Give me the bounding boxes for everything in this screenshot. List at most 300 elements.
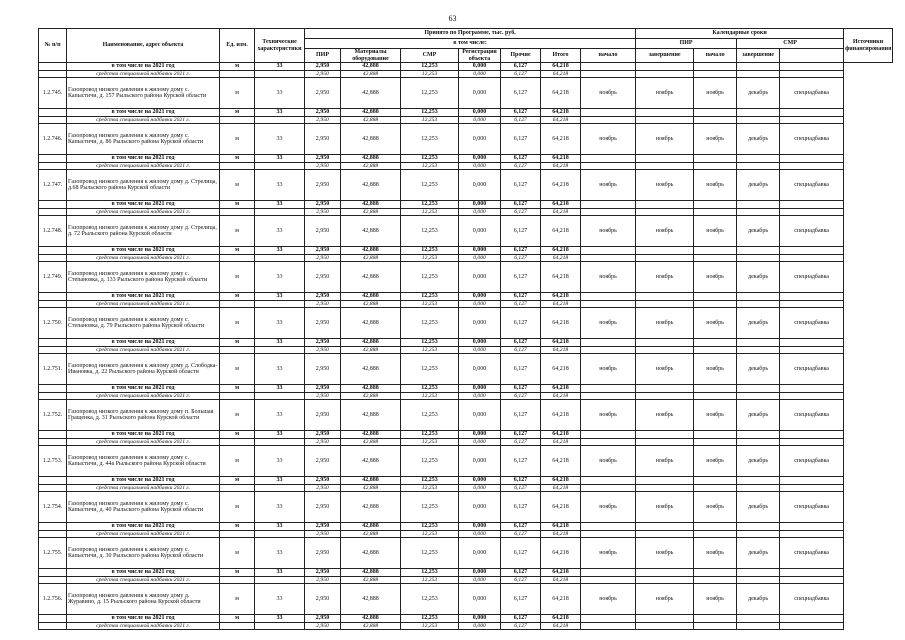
cell-empty [636,523,694,531]
cell-registration: 0,000 [459,109,501,117]
cell-year-label: в том числе на 2021 год [67,109,220,117]
table-row-reserve [39,393,893,400]
cell-num: 1.2.756. [39,584,67,615]
cell-empty [737,623,780,630]
cell-empty [780,117,844,124]
cell-empty [581,523,636,531]
cell-empty [255,209,305,216]
table-row [39,492,893,523]
cell-empty [737,385,780,393]
cell-empty [39,293,67,301]
cell-reserve-label: средства специальной надбавки 2021 г. [67,347,220,354]
cell-empty [780,615,844,623]
cell-other: 6,127 [501,492,541,523]
table-row-reserve [39,255,893,262]
cell-registration: 0,000 [459,523,501,531]
cell-empty [39,523,67,531]
cell-source: спецнадбавка [780,308,844,339]
cell-empty [780,393,844,400]
cell-pir: 2,950 [305,347,341,354]
cell-empty [694,531,737,538]
table-row-reserve [39,209,893,216]
cell-pir: 2,950 [305,354,341,385]
cell-other: 6,127 [501,262,541,293]
cell-empty [737,117,780,124]
cell-total: 64,218 [541,216,581,247]
cell-pir-end: ноябрь [636,216,694,247]
cell-empty [255,439,305,446]
cell-other: 6,127 [501,170,541,201]
cell-source: спецнадбавка [780,262,844,293]
cell-total: 64,218 [541,492,581,523]
cell-empty [636,615,694,623]
cell-empty [694,393,737,400]
cell-empty [581,301,636,308]
cell-tech: 33 [255,293,305,301]
cell-materials: 42,888 [341,117,401,124]
cell-empty [780,523,844,531]
cell-empty [39,339,67,347]
cell-unit: м [220,569,255,577]
cell-empty [737,109,780,117]
cell-empty [694,255,737,262]
cell-pir: 2,950 [305,209,341,216]
cell-empty [636,255,694,262]
cell-empty [39,109,67,117]
cell-pir-end: ноябрь [636,446,694,477]
cell-pir: 2,950 [305,439,341,446]
cell-tech: 33 [255,615,305,623]
cell-other: 6,127 [501,569,541,577]
cell-pir: 2,950 [305,538,341,569]
header-pir-start: начало [581,49,636,63]
cell-registration: 0,000 [459,209,501,216]
cell-empty [737,485,780,492]
cell-smr-end: декабрь [737,262,780,293]
cell-total: 64,218 [541,477,581,485]
cell-empty [780,209,844,216]
cell-empty [220,255,255,262]
cell-registration: 0,000 [459,124,501,155]
cell-smr: 12,253 [401,339,459,347]
cell-empty [220,163,255,170]
cell-empty [39,439,67,446]
cell-other: 6,127 [501,400,541,431]
cell-pir: 2,950 [305,247,341,255]
header-name: Наименование, адрес объекта [67,29,220,63]
table-body [39,63,893,630]
cell-smr: 12,253 [401,400,459,431]
cell-num: 1.2.755. [39,538,67,569]
cell-empty [220,117,255,124]
table-row-year-2021 [39,523,893,531]
cell-total: 64,218 [541,201,581,209]
cell-total: 64,218 [541,538,581,569]
cell-smr: 12,253 [401,308,459,339]
cell-smr: 12,253 [401,170,459,201]
cell-empty [694,163,737,170]
cell-empty [694,485,737,492]
cell-other: 6,127 [501,477,541,485]
cell-empty [636,63,694,71]
cell-empty [737,393,780,400]
cell-empty [694,117,737,124]
cell-empty [694,293,737,301]
cell-empty [737,523,780,531]
cell-unit: м [220,523,255,531]
cell-year-label: в том числе на 2021 год [67,339,220,347]
cell-tech: 33 [255,538,305,569]
cell-empty [581,569,636,577]
cell-pir: 2,950 [305,485,341,492]
cell-empty [255,531,305,538]
cell-registration: 0,000 [459,485,501,492]
cell-empty [255,393,305,400]
cell-other: 6,127 [501,623,541,630]
cell-registration: 0,000 [459,293,501,301]
cell-empty [636,301,694,308]
cell-total: 64,218 [541,400,581,431]
cell-empty [694,577,737,584]
header-calendar: Календарные сроки [636,29,844,39]
cell-materials: 42,888 [341,446,401,477]
cell-source: спецнадбавка [780,354,844,385]
cell-other: 6,127 [501,615,541,623]
cell-reserve-label: средства специальной надбавки 2021 г. [67,531,220,538]
cell-total: 64,218 [541,584,581,615]
cell-unit: м [220,538,255,569]
cell-num: 1.2.746. [39,124,67,155]
cell-total: 64,218 [541,354,581,385]
cell-other: 6,127 [501,117,541,124]
cell-pir: 2,950 [305,109,341,117]
cell-empty [737,431,780,439]
cell-empty [581,339,636,347]
cell-smr-end: декабрь [737,170,780,201]
cell-pir-end: ноябрь [636,538,694,569]
cell-total: 64,218 [541,247,581,255]
cell-empty [255,301,305,308]
cell-total: 64,218 [541,523,581,531]
cell-total: 64,218 [541,155,581,163]
cell-smr-end: декабрь [737,400,780,431]
cell-year-label: в том числе на 2021 год [67,293,220,301]
cell-registration: 0,000 [459,163,501,170]
cell-year-label: в том числе на 2021 год [67,247,220,255]
cell-empty [780,163,844,170]
cell-materials: 42,888 [341,201,401,209]
cell-unit: м [220,109,255,117]
cell-empty [694,63,737,71]
cell-other: 6,127 [501,63,541,71]
cell-empty [39,155,67,163]
header-cal-smr: СМР [737,39,844,49]
cell-smr: 12,253 [401,623,459,630]
cell-registration: 0,000 [459,477,501,485]
cell-empty [220,623,255,630]
cell-smr: 12,253 [401,255,459,262]
cell-empty [581,385,636,393]
cell-empty [694,247,737,255]
cell-empty [220,301,255,308]
cell-pir: 2,950 [305,477,341,485]
table-row [39,124,893,155]
cell-materials: 42,888 [341,247,401,255]
cell-unit: м [220,615,255,623]
cell-total: 64,218 [541,577,581,584]
cell-tech: 33 [255,584,305,615]
cell-empty [636,485,694,492]
cell-empty [39,531,67,538]
cell-empty [220,439,255,446]
cell-unit: м [220,339,255,347]
cell-empty [780,201,844,209]
cell-smr: 12,253 [401,247,459,255]
cell-empty [581,201,636,209]
cell-unit: м [220,431,255,439]
cell-empty [255,577,305,584]
cell-object-name: Газопровод низкого давления к жилому дому с. Капыстичи, д. 157 Рыльского района Курской области [67,78,220,109]
cell-empty [780,63,844,71]
cell-empty [581,71,636,78]
cell-registration: 0,000 [459,385,501,393]
cell-tech: 33 [255,109,305,117]
table-row [39,262,893,293]
cell-empty [737,569,780,577]
cell-other: 6,127 [501,209,541,216]
cell-empty [39,431,67,439]
table-row-year-2021 [39,385,893,393]
cell-empty [581,109,636,117]
cell-year-label: в том числе на 2021 год [67,431,220,439]
cell-empty [737,301,780,308]
cell-other: 6,127 [501,201,541,209]
cell-pir: 2,950 [305,623,341,630]
table-row [39,538,893,569]
table-header [39,29,893,63]
cell-pir-end: ноябрь [636,170,694,201]
header-source: Источники финансирования [844,29,893,63]
cell-materials: 42,888 [341,577,401,584]
cell-other: 6,127 [501,163,541,170]
cell-pir-start: ноябрь [581,170,636,201]
table-row-reserve [39,577,893,584]
cell-materials: 42,888 [341,71,401,78]
cell-reserve-label: средства специальной надбавки 2021 г. [67,393,220,400]
cell-source: спецнадбавка [780,170,844,201]
header-other: Прочие [501,49,541,63]
cell-smr: 12,253 [401,347,459,354]
header-smr: СМР [401,49,459,63]
cell-smr: 12,253 [401,577,459,584]
cell-num: 1.2.752. [39,400,67,431]
cell-empty [581,393,636,400]
cell-empty [255,117,305,124]
cell-empty [636,71,694,78]
cell-registration: 0,000 [459,71,501,78]
cell-object-name: Газопровод низкого давления к жилому дому с. Капыстичи, д. 44а Рыльского района Курской области [67,446,220,477]
cell-tech: 33 [255,63,305,71]
cell-tech: 33 [255,170,305,201]
table-row-year-2021 [39,155,893,163]
cell-empty [220,347,255,354]
table-row-year-2021 [39,569,893,577]
cell-pir: 2,950 [305,78,341,109]
cell-empty [255,623,305,630]
cell-empty [780,531,844,538]
cell-empty [636,155,694,163]
table-row-year-2021 [39,431,893,439]
cell-pir: 2,950 [305,523,341,531]
cell-registration: 0,000 [459,584,501,615]
cell-pir: 2,950 [305,584,341,615]
cell-smr-end: декабрь [737,78,780,109]
table-row-reserve [39,623,893,630]
cell-registration: 0,000 [459,446,501,477]
cell-source: спецнадбавка [780,492,844,523]
cell-empty [737,439,780,446]
cell-total: 64,218 [541,209,581,216]
cell-total: 64,218 [541,124,581,155]
cell-reserve-label: средства специальной надбавки 2021 г. [67,209,220,216]
cell-registration: 0,000 [459,339,501,347]
cell-pir-end: ноябрь [636,492,694,523]
cell-reserve-label: средства специальной надбавки 2021 г. [67,71,220,78]
cell-pir: 2,950 [305,569,341,577]
cell-pir-end: ноябрь [636,262,694,293]
cell-tech: 33 [255,385,305,393]
cell-other: 6,127 [501,339,541,347]
cell-unit: м [220,247,255,255]
cell-materials: 42,888 [341,584,401,615]
cell-registration: 0,000 [459,577,501,584]
cell-smr: 12,253 [401,531,459,538]
cell-smr: 12,253 [401,216,459,247]
cell-empty [636,117,694,124]
table-row-year-2021 [39,477,893,485]
cell-total: 64,218 [541,78,581,109]
cell-empty [636,531,694,538]
cell-empty [780,439,844,446]
cell-empty [780,431,844,439]
cell-materials: 42,888 [341,255,401,262]
cell-unit: м [220,477,255,485]
table-row-reserve [39,485,893,492]
cell-other: 6,127 [501,78,541,109]
cell-tech: 33 [255,339,305,347]
cell-reserve-label: средства специальной надбавки 2021 г. [67,439,220,446]
cell-pir-end: ноябрь [636,78,694,109]
cell-unit: м [220,584,255,615]
cell-other: 6,127 [501,577,541,584]
cell-total: 64,218 [541,623,581,630]
cell-empty [694,523,737,531]
cell-empty [581,439,636,446]
cell-registration: 0,000 [459,78,501,109]
cell-empty [39,477,67,485]
cell-materials: 42,888 [341,477,401,485]
cell-empty [636,393,694,400]
cell-registration: 0,000 [459,117,501,124]
cell-other: 6,127 [501,308,541,339]
cell-empty [780,623,844,630]
cell-materials: 42,888 [341,109,401,117]
table-row-reserve [39,439,893,446]
cell-smr-start: ноябрь [694,262,737,293]
cell-smr: 12,253 [401,109,459,117]
cell-registration: 0,000 [459,155,501,163]
cell-num: 1.2.748. [39,216,67,247]
cell-num: 1.2.751. [39,354,67,385]
cell-empty [39,385,67,393]
cell-smr: 12,253 [401,523,459,531]
cell-year-label: в том числе на 2021 год [67,155,220,163]
cell-registration: 0,000 [459,531,501,538]
cell-smr: 12,253 [401,78,459,109]
cell-empty [581,117,636,124]
cell-materials: 42,888 [341,531,401,538]
cell-empty [694,569,737,577]
cell-empty [780,347,844,354]
cell-smr: 12,253 [401,492,459,523]
table-row [39,446,893,477]
cell-registration: 0,000 [459,400,501,431]
cell-empty [780,485,844,492]
cell-total: 64,218 [541,117,581,124]
cell-unit: м [220,354,255,385]
cell-other: 6,127 [501,354,541,385]
cell-smr: 12,253 [401,301,459,308]
cell-empty [737,255,780,262]
cell-empty [694,155,737,163]
cell-empty [636,347,694,354]
cell-pir: 2,950 [305,117,341,124]
cell-empty [39,255,67,262]
cell-pir-start: ноябрь [581,216,636,247]
cell-pir: 2,950 [305,255,341,262]
header-pir-end: завершение [636,49,694,63]
cell-materials: 42,888 [341,163,401,170]
cell-empty [737,209,780,216]
cell-smr: 12,253 [401,569,459,577]
cell-empty [694,301,737,308]
cell-empty [581,155,636,163]
cell-tech: 33 [255,262,305,293]
cell-materials: 42,888 [341,347,401,354]
cell-year-label: в том числе на 2021 год [67,477,220,485]
header-cal-pir: ПИР [636,39,737,49]
cell-empty [581,63,636,71]
cell-object-name: Газопровод низкого давления к жилому дому с. Степановка, д. 133 Рыльского района Курской области [67,262,220,293]
cell-empty [39,247,67,255]
cell-smr-start: ноябрь [694,354,737,385]
cell-pir-end: ноябрь [636,584,694,615]
header-materials: Материалы оборудование [341,49,401,63]
cell-empty [39,347,67,354]
cell-empty [780,339,844,347]
cell-materials: 42,888 [341,393,401,400]
cell-empty [636,247,694,255]
cell-empty [694,339,737,347]
cell-pir-start: ноябрь [581,124,636,155]
cell-other: 6,127 [501,124,541,155]
cell-materials: 42,888 [341,431,401,439]
cell-smr-end: декабрь [737,216,780,247]
cell-smr: 12,253 [401,117,459,124]
cell-total: 64,218 [541,170,581,201]
cell-tech: 33 [255,354,305,385]
objects-table [38,28,893,630]
